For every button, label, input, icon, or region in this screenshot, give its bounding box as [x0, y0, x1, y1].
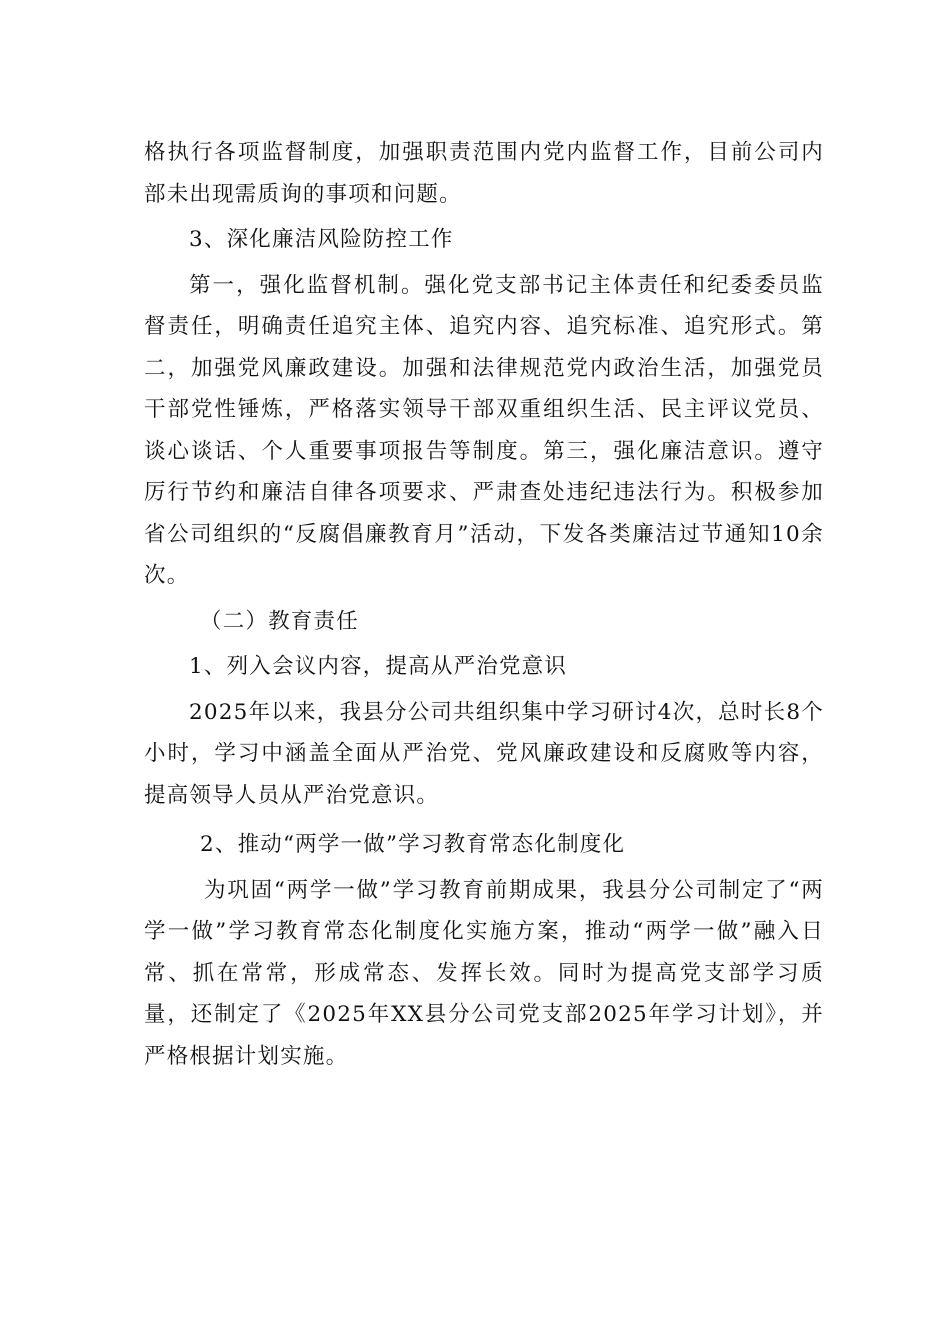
- heading-section-2: （二）教育责任: [200, 608, 359, 634]
- heading-item-1: 1、列入会议内容，提高从严治党意识: [189, 654, 568, 679]
- heading-item-3: 3、深化廉洁风险防控工作: [189, 227, 454, 252]
- paragraph-supervision: 第一，强化监督机制。强化党支部书记主体责任和纪委委员监督责任，明确责任追究主体、追究内容、追究标准、追究形式。第二，加强党风廉政建设。加强和法律规范党内政治生活，加强党员干部党性锤炼，严格落实领导干部双重组织生活、民主评议党员、谈心谈话、个人重要事项报告等制度。第三，强化廉洁意识。遵守厉行节约和廉洁自律各项要求、严肃查处违纪违法行为。积极参加省公司组织的“反腐倡廉教育月”活动，下发各类廉洁过节通知10余次。: [144, 272, 824, 588]
- paragraph-continuation: 格执行各项监督制度，加强职责范围内党内监督工作，目前公司内部未出现需质询的事项和问题。: [144, 140, 824, 207]
- heading-item-2: 2、推动“两学一做”学习教育常态化制度化: [200, 832, 626, 857]
- paragraph-two-studies: 为巩固“两学一做”学习教育前期成果，我县分公司制定了“两学一做”学习教育常态化制度化实施方案，推动“两学一做”融入日常、抓在常常，形成常态、发挥长效。同时为提高党支部学习质量，还制定了《2025年XX县分公司党支部2025年学习计划》，并严格根据计划实施。: [144, 877, 824, 1069]
- document-body: [144, 132, 824, 1077]
- paragraph-study-sessions: 2025年以来，我县分公司共组织集中学习研讨4次，总时长8个小时，学习中涵盖全面从严治党、党风廉政建设和反腐败等内容，提高领导人员从严治党意识。: [144, 699, 824, 808]
